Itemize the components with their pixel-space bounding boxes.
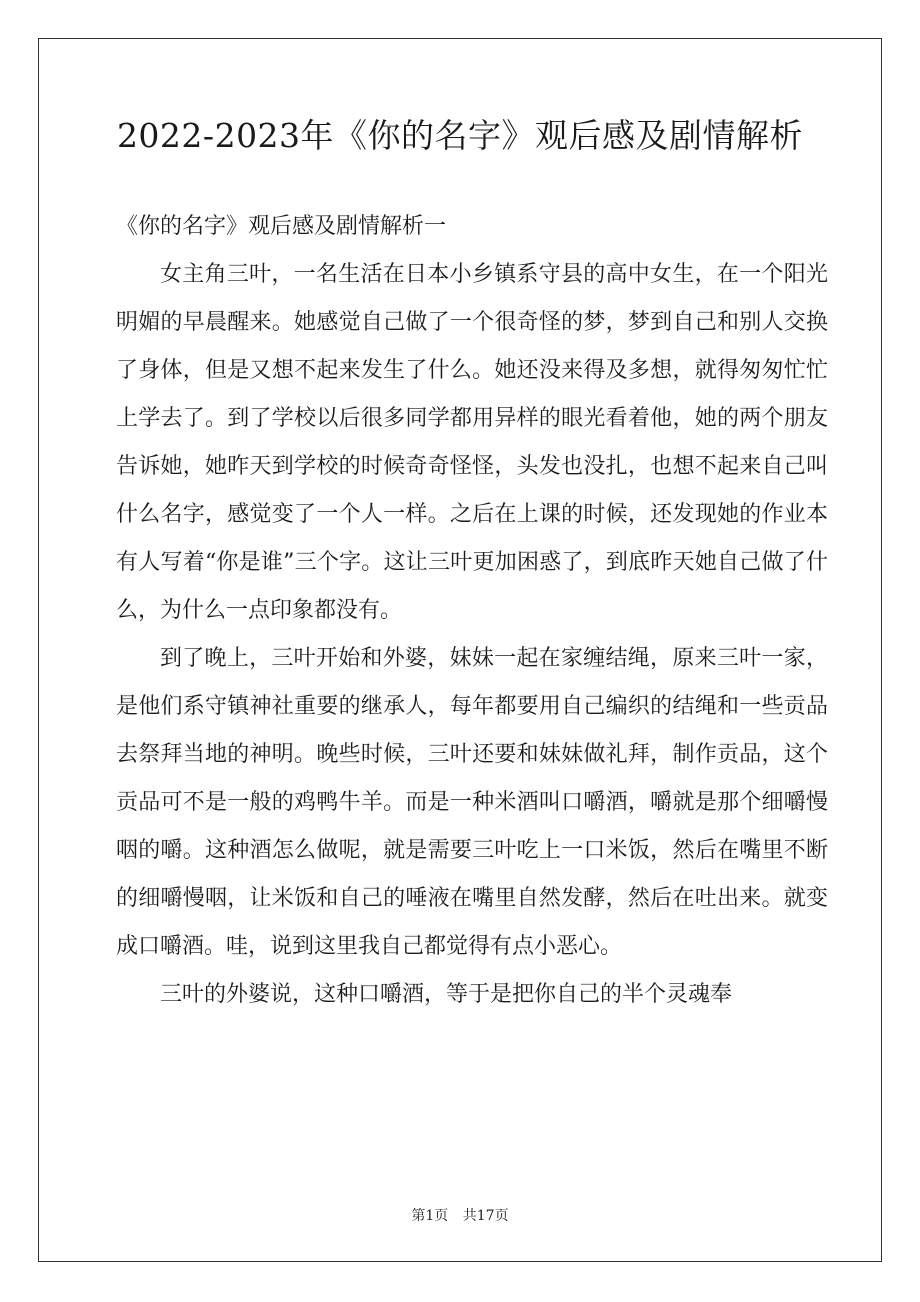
page-number: 第1页 <box>411 1208 449 1224</box>
page-total: 共17页 <box>462 1208 509 1224</box>
paragraph-1: 女主角三叶，一名生活在日本小乡镇系守县的高中女生，在一个阳光明媚的早晨醒来。她感觉自己做了一个很奇怪的梦，梦到自己和别人交换了身体，但是又想不起来发生了什么。她还没来得及多想，就得匆匆忙忙上学去了。到了学校以后很多同学都用异样的眼光看着他，她的两个朋友告诉她，她昨天到学校的时候奇奇怪怪，头发也没扎，也想不起来自己叫什么名字，感觉变了一个人一样。之后在上课的时候，还发现她的作业本有人写着“你是谁”三个字。这让三叶更加困惑了，到底昨天她自己做了什么，为什么一点印象都没有。 <box>116 262 828 623</box>
paragraph-3: 三叶的外婆说，这种口嚼酒，等于是把你自己的半个灵魂奉 <box>160 982 733 1007</box>
document-title: 2022-2023年《你的名字》观后感及剧情解析 <box>116 116 804 155</box>
document-body <box>116 203 828 1019</box>
section-heading: 《你的名字》观后感及剧情解析一 <box>116 214 447 239</box>
paragraph-2: 到了晚上，三叶开始和外婆，妹妹一起在家缠结绳，原来三叶一家，是他们系守镇神社重要的继承人，每年都要用自己编织的结绳和一些贡品去祭拜当地的神明。晚些时候，三叶还要和妹妹做礼拜，制作贡品，这个贡品可不是一般的鸡鸭牛羊。而是一种米酒叫口嚼酒，嚼就是那个细嚼慢咽的嚼。这种酒怎么做呢，就是需要三叶吃上一口米饭，然后在嘴里不断的细嚼慢咽，让米饭和自己的唾液在嘴里自然发酵，然后在吐出来。就变成口嚼酒。哇，说到这里我自己都觉得有点小恶心。 <box>116 646 828 959</box>
page-footer <box>0 1206 920 1226</box>
